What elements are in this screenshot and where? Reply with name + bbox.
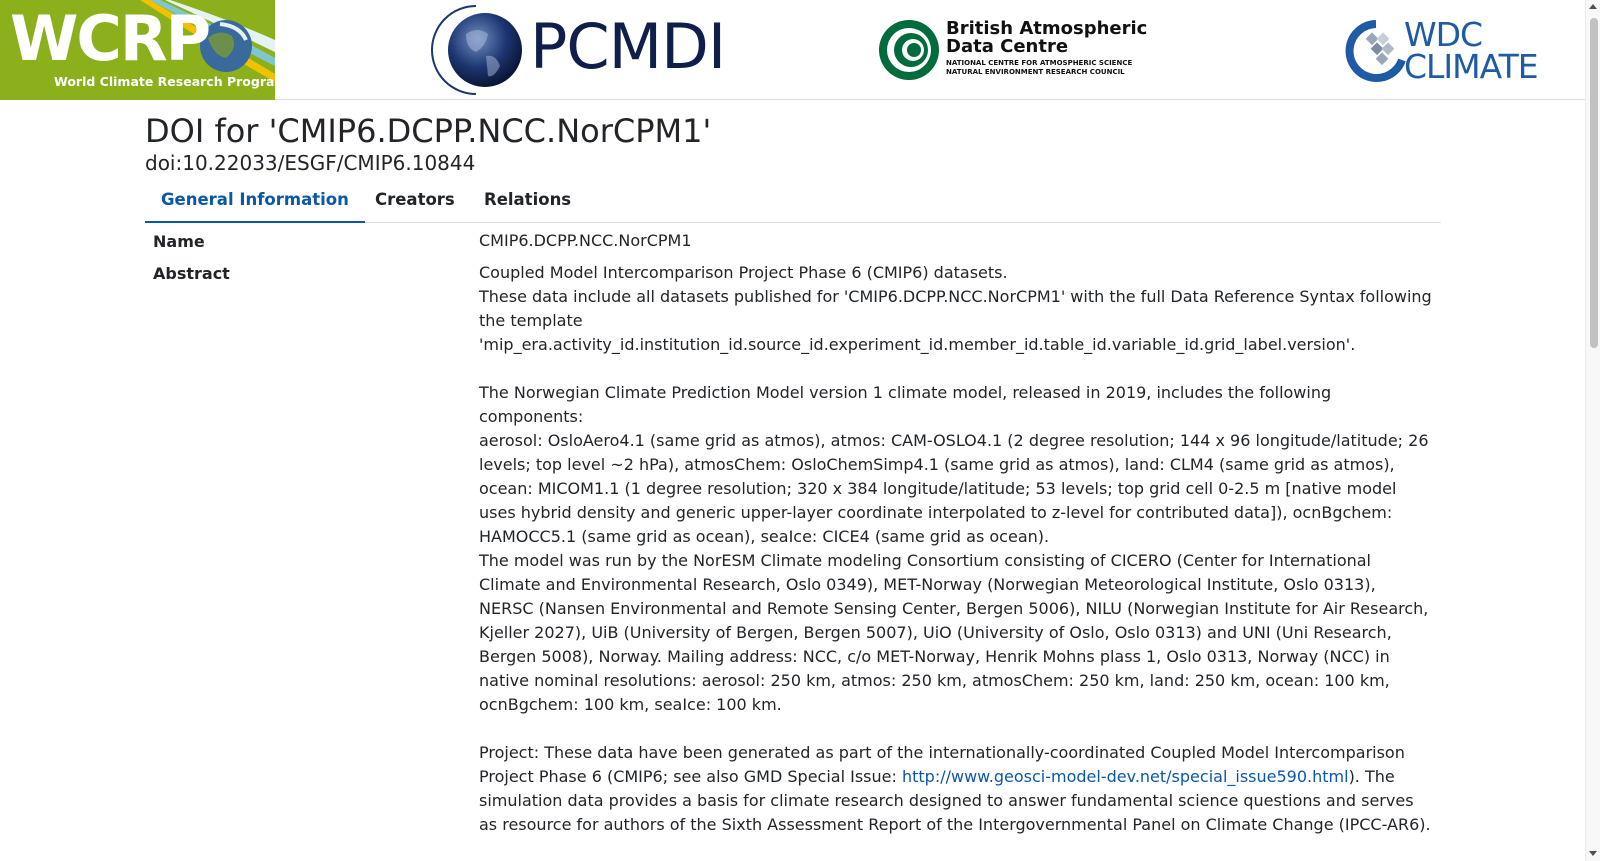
badc-logo-line1: British Atmospheric bbox=[946, 18, 1148, 39]
tab-general-information[interactable]: General Information bbox=[145, 180, 365, 223]
name-value: CMIP6.DCPP.NCC.NorCPM1 bbox=[479, 231, 692, 250]
scroll-up-arrow-icon[interactable] bbox=[1589, 4, 1597, 9]
gmd-special-issue-link[interactable]: http://www.geosci-model-dev.net/special_issue590.html bbox=[901, 767, 1349, 786]
badc-rings-icon bbox=[878, 19, 940, 81]
abstract-label: Abstract bbox=[153, 264, 230, 283]
wcrp-logo-text: WCRP bbox=[10, 2, 210, 75]
abstract-line: Climate and Environmental Research, Oslo 0349), MET-Norway (Norwegian Meteorological Institute, Oslo 0313), bbox=[479, 575, 1376, 594]
pcmdi-logo[interactable] bbox=[436, 4, 726, 96]
abstract-line: NERSC (Nansen Environmental and Remote Sensing Center, Bergen 5006), NILU (Norwegian Institute for Air Research, bbox=[479, 599, 1429, 618]
abstract-link-line bbox=[479, 765, 1395, 789]
badc-logo-line4: NATURAL ENVIRONMENT RESEARCH COUNCIL bbox=[946, 68, 1125, 76]
abstract-line: levels; top level ~2 hPa), atmosChem: OsloChemSimp4.1 (same grid as atmos), land: CLM4 (same grid as atmos), bbox=[479, 455, 1395, 474]
abstract-line: native nominal resolutions: aerosol: 250 km, atmos: 250 km, atmosChem: 250 km, land: 250 km, ocean: 100 km, bbox=[479, 671, 1390, 690]
abstract-line: These data include all datasets published for 'CMIP6.DCPP.NCC.NorCPM1' with the full Data Reference Syntax following bbox=[479, 287, 1432, 306]
wcrp-logo-subtitle: World Climate Research Programme bbox=[54, 74, 309, 89]
abstract-line: simulation data provides a basis for climate research designed to answer fundamental science questions and serves bbox=[479, 791, 1414, 810]
badc-logo[interactable] bbox=[876, 18, 1146, 82]
header bbox=[0, 0, 1585, 100]
page-title: DOI for 'CMIP6.DCPP.NCC.NorCPM1' bbox=[145, 112, 712, 150]
globe-icon bbox=[436, 4, 528, 96]
abstract-line: The Norwegian Climate Prediction Model version 1 climate model, released in 2019, includes the following bbox=[479, 383, 1332, 402]
abstract-line: ocnBgchem: 100 km, seaIce: 100 km. bbox=[479, 695, 782, 714]
abstract-line: 'mip_era.activity_id.institution_id.source_id.experiment_id.member_id.table_id.variable_id.grid_label.version'. bbox=[479, 335, 1356, 354]
name-label: Name bbox=[153, 232, 205, 251]
abstract-line: components: bbox=[479, 407, 584, 426]
tab-bar bbox=[145, 180, 1441, 223]
badc-logo-line3: NATIONAL CENTRE FOR ATMOSPHERIC SCIENCE bbox=[946, 59, 1133, 67]
wdc-logo-line2: CLIMATE bbox=[1404, 47, 1538, 86]
wdc-logo-line1: WDC bbox=[1404, 15, 1483, 54]
abstract-line: The model was run by the NorESM Climate modeling Consortium consisting of CICERO (Center for International bbox=[479, 551, 1371, 570]
link-line-prefix: Project Phase 6 (CMIP6; see also GMD Special Issue: bbox=[479, 767, 902, 786]
scroll-down-arrow-icon[interactable] bbox=[1589, 851, 1597, 856]
abstract-line: as resource for authors of the Sixth Assessment Report of the Intergovernmental Panel on Climate Change (IPCC-AR6). bbox=[479, 815, 1431, 834]
doi-identifier: doi:10.22033/ESGF/CMIP6.10844 bbox=[145, 151, 476, 175]
abstract-line: aerosol: OsloAero4.1 (same grid as atmos), atmos: CAM-OSLO4.1 (2 degree resolution; 144 x 96 longitude/latitude; 26 bbox=[479, 431, 1429, 450]
abstract-line: uses hybrid density and generic upper-layer coordinate interpolated to z-level for contributed data]), ocnBgchem: bbox=[479, 503, 1393, 522]
vertical-scrollbar[interactable] bbox=[1585, 0, 1600, 861]
abstract-line: Project: These data have been generated as part of the internationally-coordinated Coupled Model Intercomparison bbox=[479, 743, 1405, 762]
abstract-line: Bergen 5008), Norway. Mailing address: NCC, c/o MET-Norway, Henrik Mohns plass 1, Oslo 0313, Norway (NCC) in bbox=[479, 647, 1390, 666]
tab-relations[interactable]: Relations bbox=[484, 190, 572, 209]
scrollbar-thumb[interactable] bbox=[1590, 18, 1598, 348]
tab-creators[interactable]: Creators bbox=[375, 190, 455, 209]
wdc-climate-logo[interactable] bbox=[1346, 15, 1556, 86]
abstract-line: ocean: MICOM1.1 (1 degree resolution; 320 x 384 longitude/latitude; 53 levels; top grid cell 0-2.5 m [native model bbox=[479, 479, 1397, 498]
pcmdi-logo-text: PCMDI bbox=[530, 10, 726, 83]
abstract-line: Kjeller 2027), UiB (University of Bergen, Bergen 5007), UiO (University of Oslo, Oslo 0313) and UNI (Uni Research, bbox=[479, 623, 1392, 642]
abstract-line: the template bbox=[479, 311, 583, 330]
wdc-emblem-icon bbox=[1346, 20, 1406, 82]
abstract-line: HAMOCC5.1 (same grid as ocean), seaIce: CICE4 (same grid as ocean). bbox=[479, 527, 1050, 546]
abstract-line: Coupled Model Intercomparison Project Phase 6 (CMIP6) datasets. bbox=[479, 263, 1008, 282]
badc-logo-line2: Data Centre bbox=[946, 36, 1069, 57]
link-line-suffix: ). The bbox=[1348, 767, 1395, 786]
wcrp-logo[interactable] bbox=[0, 0, 309, 100]
